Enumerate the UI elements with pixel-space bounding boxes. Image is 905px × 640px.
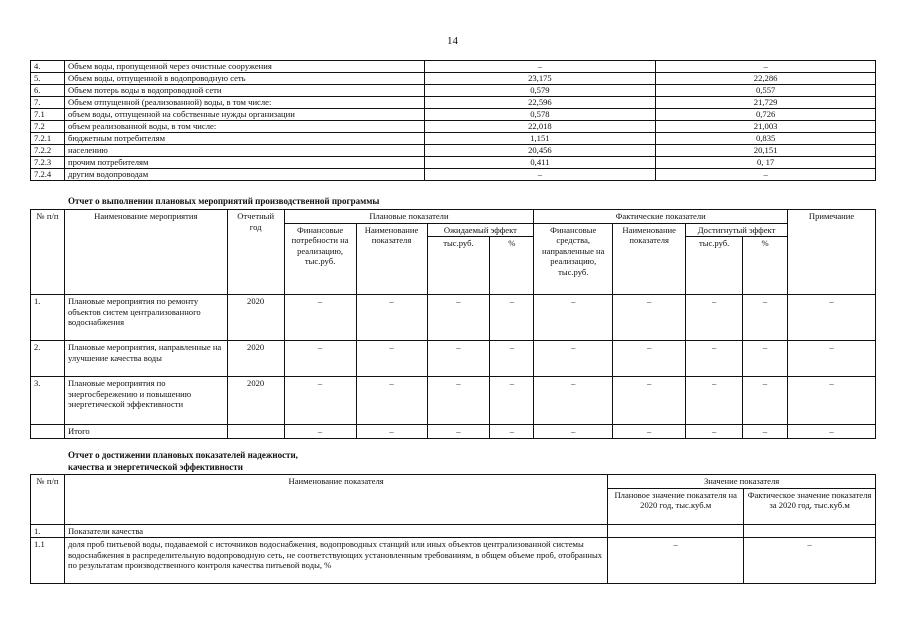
total-value: – [743, 425, 788, 439]
table-row [31, 341, 876, 377]
total-value: – [613, 425, 686, 439]
water-balance-table [30, 60, 876, 181]
header-num: № п/п [31, 475, 65, 525]
planned-value [608, 524, 744, 538]
row-name: другим водопроводам [64, 169, 424, 181]
row-name: Объем потерь воды в водопроводной сети [64, 85, 424, 97]
cell-value: – [490, 377, 534, 425]
cell-value: – [284, 295, 356, 341]
row-number: 7.2.1 [31, 133, 65, 145]
row-value-2020-fact: 0, 17 [656, 157, 876, 169]
total-value: – [686, 425, 743, 439]
table-row [31, 377, 876, 425]
row-value-2020-fact: – [656, 61, 876, 73]
cell-value: – [427, 377, 490, 425]
row-value-2020-plan: 20,456 [424, 145, 656, 157]
row-number: 7.1 [31, 109, 65, 121]
table-row [31, 538, 876, 584]
header-percent: % [490, 237, 534, 295]
cell-value: – [788, 295, 876, 341]
measure-name: Плановые мероприятия по энергосбережению и повышению энергетической эффективности [64, 377, 227, 425]
row-name: объем воды, отпущенной на собственные нужды организации [64, 109, 424, 121]
row-number: 1. [31, 295, 65, 341]
row-value-2020-fact: 22,286 [656, 73, 876, 85]
row-value-2020-plan: 0,579 [424, 85, 656, 97]
cell-value: – [356, 295, 427, 341]
indicator-name: Показатели качества [64, 524, 607, 538]
report-year [227, 425, 284, 439]
report-year: 2020 [227, 295, 284, 341]
cell-value: – [686, 377, 743, 425]
row-value-2020-plan: – [424, 169, 656, 181]
header-indicator-name-2: Наименование показателя [613, 223, 686, 295]
cell-value: – [686, 295, 743, 341]
cell-value: – [534, 295, 613, 341]
row-number: 6. [31, 85, 65, 97]
header-indicator-name: Наименование показателя [356, 223, 427, 295]
row-number: 4. [31, 61, 65, 73]
cell-value: – [534, 377, 613, 425]
page-number: 14 [447, 35, 458, 47]
planned-value: – [608, 538, 744, 584]
row-value-2020-fact: 0,835 [656, 133, 876, 145]
header-report-year: Отчетный год [227, 210, 284, 295]
row-name: бюджетным потребителям [64, 133, 424, 145]
row-name: объем реализованной воды, в том числе: [64, 121, 424, 133]
cell-value: – [743, 341, 788, 377]
header-indicator-name: Наименование показателя [64, 475, 607, 525]
row-value-2020-plan: – [424, 61, 656, 73]
total-value: – [788, 425, 876, 439]
cell-value: – [490, 295, 534, 341]
header-note: Примечание [788, 210, 876, 295]
cell-value: – [427, 341, 490, 377]
row-name: Объем отпущенной (реализованной) воды, в том числе: [64, 97, 424, 109]
row-name: прочим потребителям [64, 157, 424, 169]
header-fin-spent: Финансовые средства, направленные на реализацию, тыс.руб. [534, 223, 613, 295]
row-value-2020-plan: 0,578 [424, 109, 656, 121]
row-number: 5. [31, 73, 65, 85]
indicator-name: доля проб питьевой воды, подаваемой с источников водоснабжения, водопроводных станций или иных объектов централизованной системы водоснабжения в распределительную водопроводную сеть, не соответствующих установленным требованиям, в общем объеме проб, отобранных по результатам производственного контроля качества питьевой воды, % [64, 538, 607, 584]
cell-value: – [743, 377, 788, 425]
row-number: 7.2.3 [31, 157, 65, 169]
header-num: № п/п [31, 210, 65, 295]
actual-value [744, 524, 876, 538]
cell-value: – [613, 377, 686, 425]
table-row [31, 145, 876, 157]
table-row [31, 169, 876, 181]
header-achieved-effect: Достигнутый эффект [686, 223, 788, 237]
table-row [31, 109, 876, 121]
row-number: 7.2.2 [31, 145, 65, 157]
row-value-2020-plan: 22,018 [424, 121, 656, 133]
row-number [31, 425, 65, 439]
row-name: Объем воды, пропущенной через очистные сооружения [64, 61, 424, 73]
row-value-2020-plan: 1,151 [424, 133, 656, 145]
header-expected-effect: Ожидаемый эффект [427, 223, 534, 237]
cell-value: – [613, 341, 686, 377]
row-value-2020-plan: 22,596 [424, 97, 656, 109]
measure-name: Плановые мероприятия, направленные на улучшение качества воды [64, 341, 227, 377]
header-actual-value: Фактическое значение показателя за 2020 год, тыс.куб.м [744, 488, 876, 524]
header-indicator-value: Значение показателя [608, 475, 876, 489]
cell-value: – [788, 341, 876, 377]
section-title-line-1: Отчет о достижении плановых показателей надежности, [68, 450, 298, 460]
table-row [31, 295, 876, 341]
total-value: – [490, 425, 534, 439]
header-planned-value: Плановое значение показателя на 2020 год, тыс.куб.м [608, 488, 744, 524]
row-value-2020-fact: 21,003 [656, 121, 876, 133]
report-year: 2020 [227, 377, 284, 425]
table-row [31, 133, 876, 145]
cell-value: – [534, 341, 613, 377]
header-measure-name: Наименование мероприятия [64, 210, 227, 295]
cell-value: – [490, 341, 534, 377]
row-value-2020-fact: – [656, 169, 876, 181]
row-number: 7. [31, 97, 65, 109]
table-row [31, 524, 876, 538]
table-row [31, 157, 876, 169]
table-row [31, 97, 876, 109]
header-fin-need: Финансовые потребности на реализацию, тыс.руб. [284, 223, 356, 295]
cell-value: – [788, 377, 876, 425]
row-value-2020-fact: 21,729 [656, 97, 876, 109]
header-thousand-rub-2: тыс.руб. [686, 237, 743, 295]
actual-value: – [744, 538, 876, 584]
row-name: Объем воды, отпущенной в водопроводную сеть [64, 73, 424, 85]
table-row [31, 85, 876, 97]
total-value: – [427, 425, 490, 439]
cell-value: – [427, 295, 490, 341]
header-actual: Фактические показатели [534, 210, 788, 224]
row-name: населению [64, 145, 424, 157]
row-value-2020-fact: 20,151 [656, 145, 876, 157]
row-number: 7.2 [31, 121, 65, 133]
row-number: 1.1 [31, 538, 65, 584]
header-percent-2: % [743, 237, 788, 295]
total-row [31, 425, 876, 439]
section-title-indicators [68, 450, 298, 473]
header-thousand-rub: тыс.руб. [427, 237, 490, 295]
total-value: – [284, 425, 356, 439]
table-row [31, 73, 876, 85]
cell-value: – [356, 341, 427, 377]
cell-value: – [284, 341, 356, 377]
cell-value: – [613, 295, 686, 341]
row-value-2020-plan: 0,411 [424, 157, 656, 169]
row-value-2020-fact: 0,726 [656, 109, 876, 121]
row-value-2020-fact: 0,557 [656, 85, 876, 97]
total-value: – [356, 425, 427, 439]
indicators-table [30, 474, 876, 584]
table-row [31, 61, 876, 73]
cell-value: – [743, 295, 788, 341]
total-label: Итого [64, 425, 227, 439]
cell-value: – [356, 377, 427, 425]
row-number: 2. [31, 341, 65, 377]
section-title-program-measures: Отчет о выполнении плановых мероприятий производственной программы [68, 196, 380, 206]
header-planned: Плановые показатели [284, 210, 534, 224]
cell-value: – [686, 341, 743, 377]
row-number: 1. [31, 524, 65, 538]
measure-name: Плановые мероприятия по ремонту объектов систем централизованного водоснабжения [64, 295, 227, 341]
row-value-2020-plan: 23,175 [424, 73, 656, 85]
cell-value: – [284, 377, 356, 425]
total-value: – [534, 425, 613, 439]
report-year: 2020 [227, 341, 284, 377]
section-title-line-2: качества и энергетической эффективности [68, 461, 243, 472]
table-row [31, 121, 876, 133]
program-measures-table [30, 209, 876, 439]
row-number: 7.2.4 [31, 169, 65, 181]
row-number: 3. [31, 377, 65, 425]
